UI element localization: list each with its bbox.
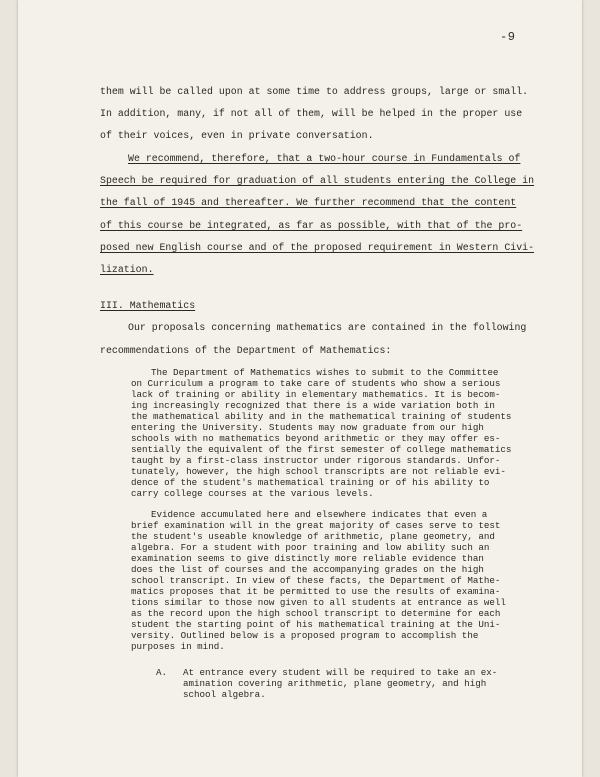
quote-line: the student's useable knowledge of arithmetic, plane geometry, and (131, 531, 495, 542)
quote-line: the mathematical ability and in the mathematical training of students (131, 411, 512, 422)
recommendation-line: the fall of 1945 and thereafter. We further recommend that the content (100, 197, 517, 208)
paragraph-line: In addition, many, if not all of them, will be helped in the proper use (100, 108, 523, 119)
quote-line: examination seems to give distinctly more reliable evidence than (131, 553, 484, 564)
page-number: -9 (500, 30, 516, 44)
paragraph-line: Our proposals concerning mathematics are contained in the following (128, 322, 527, 333)
quote-line: sentially the equivalent of the first semester of college mathematics (131, 444, 512, 455)
quote-line: student the starting point of his mathematical training at the Uni- (131, 619, 501, 630)
quote-line: schools with no mathematics beyond arithmetic or they may offer es- (131, 433, 501, 444)
paragraph-line: of their voices, even in private conversation. (100, 130, 374, 141)
recommendation-line: Speech be required for graduation of all students entering the College in (100, 175, 535, 186)
document-page (18, 0, 582, 777)
quote-line: tions similar to those now given to all students at entrance as well (131, 597, 506, 608)
list-item-line: school algebra. (183, 689, 266, 700)
recommendation-line: posed new English course and of the proposed requirement in Western Civi- (100, 242, 535, 253)
quote-line: does the list of courses and the accompanying grades on the high (131, 564, 484, 575)
list-item-label: A. (156, 667, 168, 678)
section-heading (100, 300, 195, 311)
list-item-line: amination covering arithmetic, plane geometry, and high (183, 678, 487, 689)
quote-line: tunately, however, the high school transcripts are not reliable evi- (131, 466, 506, 477)
quote-line: Evidence accumulated here and elsewhere indicates that even a (151, 509, 488, 520)
quote-line: entering the University. Students may now graduate from our high (131, 422, 484, 433)
quote-line: on Curriculum a program to take care of students who show a serious (131, 378, 501, 389)
recommendation-line (128, 153, 520, 164)
quote-line: taught by a first-class instructor under rigorous standards. Unfor- (131, 455, 501, 466)
recommendation-line: lization. (100, 264, 154, 275)
quote-line: versity. Outlined below is a proposed program to accomplish the (131, 630, 479, 641)
list-item-line: At entrance every student will be required to take an ex- (183, 667, 498, 678)
quote-line: dence of the student's mathematical training or of his ability to (131, 477, 490, 488)
section-heading-text: III. Mathematics (100, 300, 196, 311)
quote-line: carry college courses at the various levels. (131, 488, 374, 499)
recommendation-line: of this course be integrated, as far as possible, with that of the pro- (100, 220, 523, 231)
quote-line: brief examination will in the great majority of cases serve to test (131, 520, 501, 531)
quote-line: school transcript. In view of these facts, the Department of Mathe- (131, 575, 501, 586)
quote-line: The Department of Mathematics wishes to submit to the Committee (151, 367, 499, 378)
recommendation-text: We recommend, therefore, that a two-hour course in Fundamentals of (128, 153, 521, 164)
quote-line: purposes in mind. (131, 641, 225, 652)
quote-line: matics proposes that it be permitted to use the results of examina- (131, 586, 501, 597)
quote-line: ing increasingly recognized that there is a wide variation both in (131, 400, 495, 411)
quote-line: lack of training or ability in elementary mathematics. It is becom- (131, 389, 501, 400)
quote-line: algebra. For a student with poor training and low ability such an (131, 542, 490, 553)
paragraph-line: them will be called upon at some time to address groups, large or small. (100, 86, 529, 97)
paragraph-line: recommendations of the Department of Mathematics: (100, 345, 392, 356)
quote-line: as the record upon the high school transcript to determine for each (131, 608, 501, 619)
